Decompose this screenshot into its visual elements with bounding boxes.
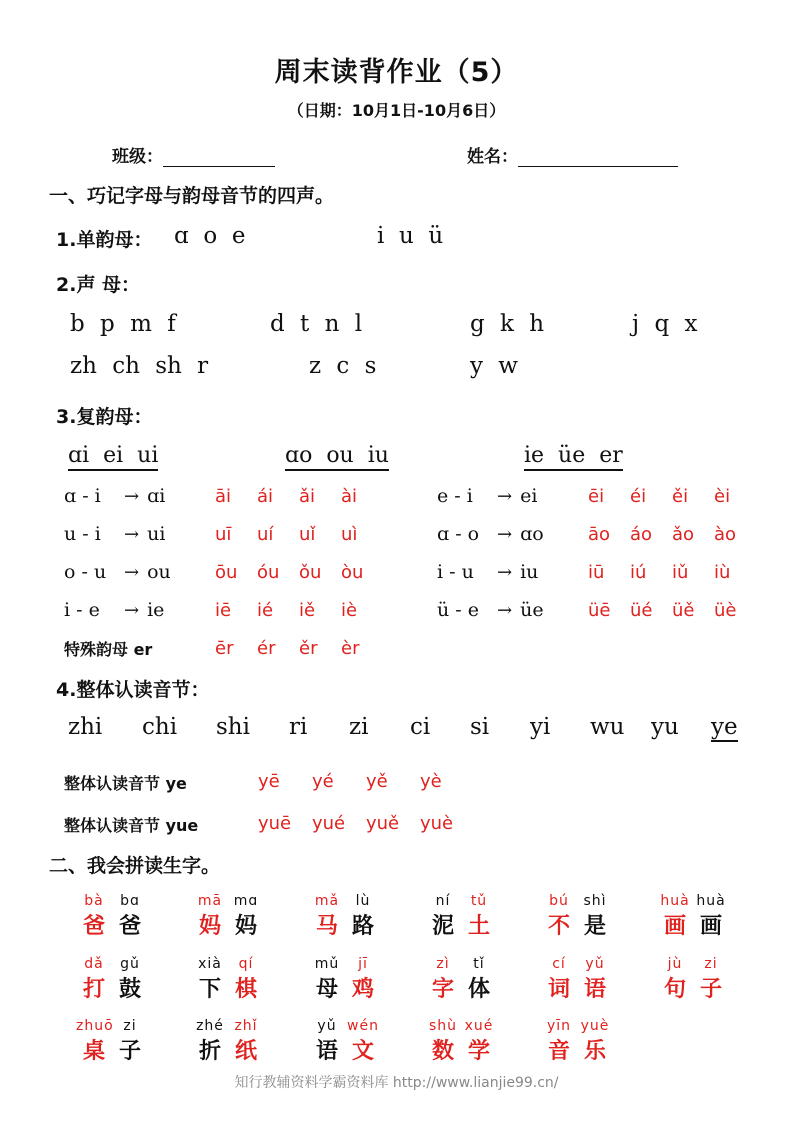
hanzi: 乐	[583, 1039, 606, 1064]
word-cell	[425, 956, 515, 1003]
initials-row2-g3: y w	[470, 353, 518, 379]
yue-tone-4: yuè	[420, 813, 454, 834]
final-tones-row	[215, 523, 383, 545]
tone-mark: ěi	[672, 486, 689, 507]
pinyin: qí	[238, 956, 254, 972]
pinyin-line	[541, 1018, 631, 1034]
hanzi-line	[192, 972, 282, 1003]
hanzi-line	[309, 972, 399, 1003]
yue-tone-3: yuě	[366, 813, 400, 834]
pinyin: tǔ	[470, 893, 488, 909]
single-finals-group1: ɑ o e	[174, 223, 246, 249]
initials-row1-g1: b p m f	[70, 311, 176, 337]
tone-mark: éi	[630, 486, 647, 507]
hanzi: 路	[351, 914, 374, 939]
tone-mark: āi	[215, 486, 232, 507]
hanzi: 土	[467, 914, 490, 939]
compound-finals-label: 3.复韵母：	[56, 406, 153, 428]
hanzi: 马	[315, 914, 338, 939]
hanzi: 打	[82, 977, 105, 1002]
word-cell	[309, 1018, 399, 1065]
syllable-ci: ci	[410, 714, 431, 740]
hanzi: 语	[315, 1039, 338, 1064]
final-tones-row	[215, 561, 383, 583]
hanzi-line	[541, 972, 631, 1003]
pinyin: bɑ	[120, 893, 140, 909]
er-tone-4: èr	[341, 638, 360, 659]
compound-group-1: ɑi ei ui	[68, 443, 158, 471]
arrow-icon: →	[497, 600, 513, 621]
hanzi: 音	[547, 1039, 570, 1064]
pinyin: mǔ	[314, 956, 340, 972]
syllable-yu: yu	[651, 714, 679, 740]
pinyin-line	[76, 956, 166, 972]
special-final-row	[64, 637, 152, 660]
tone-mark: iē	[215, 600, 232, 621]
hanzi: 下	[198, 977, 221, 1002]
final-tones-row	[588, 485, 756, 507]
section2-heading: 二、我会拼读生字。	[49, 855, 221, 877]
tone-mark: ào	[714, 524, 737, 545]
pinyin: tǐ	[473, 956, 485, 972]
ye-row-label: 整体认读音节 ye	[64, 774, 187, 793]
footer-watermark: 知行教辅资料学霸资料库 http://www.lianjie99.cn/	[234, 1075, 559, 1091]
initials-row1-g4: j q x	[632, 311, 698, 337]
tone-mark: üè	[714, 600, 737, 621]
final-formula-row	[64, 485, 165, 507]
pinyin: jù	[667, 956, 683, 972]
hanzi: 鸡	[351, 977, 374, 1002]
word-cell	[541, 956, 631, 1003]
arrow-icon: →	[497, 486, 513, 507]
pinyin-line	[425, 1018, 515, 1034]
pinyin: lù	[355, 893, 371, 909]
arrow-icon: →	[124, 562, 140, 583]
final-formula: ɑ - o	[437, 523, 480, 545]
yue-tone-2: yué	[312, 813, 346, 834]
pinyin: huà	[660, 893, 690, 909]
word-cell	[657, 893, 747, 940]
name-field	[467, 142, 678, 167]
pinyin-line	[192, 956, 282, 972]
name-label: 姓名：	[467, 147, 518, 167]
pinyin: yuè	[580, 1018, 610, 1034]
tone-mark: uǐ	[299, 524, 316, 545]
pinyin: yǔ	[585, 956, 605, 972]
final-formula: u - i	[64, 523, 101, 545]
final-tones-row	[215, 599, 383, 621]
pinyin-line	[192, 1018, 282, 1034]
ye-tone-2: yé	[312, 771, 334, 792]
hanzi-line	[425, 1034, 515, 1065]
syllable-zi: zi	[349, 714, 369, 740]
syllable-chi: chi	[142, 714, 178, 740]
tone-mark: áo	[630, 524, 653, 545]
final-result: ɑi	[147, 485, 166, 507]
hanzi: 桌	[82, 1039, 105, 1064]
class-field	[112, 142, 275, 167]
tone-mark: iě	[299, 600, 316, 621]
arrow-icon: →	[497, 562, 513, 583]
hanzi-line	[541, 1034, 631, 1065]
hanzi: 词	[547, 977, 570, 1002]
pinyin: xué	[464, 1018, 494, 1034]
syllable-ye: ye	[711, 714, 738, 740]
hanzi-line	[425, 909, 515, 940]
syllable-ri: ri	[289, 714, 308, 740]
pinyin-line	[76, 893, 166, 909]
hanzi: 句	[663, 977, 686, 1002]
tone-mark: ié	[257, 600, 274, 621]
special-final-tones	[215, 637, 383, 659]
final-tones-row	[588, 561, 756, 583]
pinyin: zi	[123, 1018, 137, 1034]
hanzi: 爸	[82, 914, 105, 939]
hanzi: 妈	[234, 914, 257, 939]
arrow-icon: →	[124, 600, 140, 621]
hanzi: 学	[467, 1039, 490, 1064]
final-formula-row	[437, 485, 537, 507]
hanzi: 子	[699, 977, 722, 1002]
hanzi: 子	[118, 1039, 141, 1064]
hanzi: 妈	[198, 914, 221, 939]
pinyin: wén	[347, 1018, 379, 1034]
pinyin: huà	[696, 893, 726, 909]
final-formula: i - e	[64, 599, 100, 621]
final-formula-row	[437, 561, 538, 583]
final-tones-row	[215, 485, 383, 507]
pinyin: shù	[428, 1018, 458, 1034]
word-cell	[76, 893, 166, 940]
hanzi-line	[309, 909, 399, 940]
tone-mark: üē	[588, 600, 611, 621]
hanzi: 不	[547, 914, 570, 939]
final-result: üe	[520, 599, 544, 621]
ye-tone-4: yè	[420, 771, 442, 792]
hanzi-line	[192, 909, 282, 940]
hanzi-line	[76, 1034, 166, 1065]
hanzi: 纸	[234, 1039, 257, 1064]
tone-mark: uì	[341, 524, 358, 545]
hanzi: 画	[663, 914, 686, 939]
pinyin: mā	[197, 893, 223, 909]
final-formula: i - u	[437, 561, 474, 583]
yue-row-label: 整体认读音节 yue	[64, 816, 199, 835]
word-cell	[541, 1018, 631, 1065]
pinyin: bú	[549, 893, 569, 909]
syllable-zhi: zhi	[68, 714, 103, 740]
initials-row2-g1: zh ch sh r	[70, 353, 209, 379]
hanzi: 语	[583, 977, 606, 1002]
word-cell	[657, 956, 747, 1003]
hanzi: 棋	[234, 977, 257, 1002]
word-cell	[425, 1018, 515, 1065]
pinyin: jī	[358, 956, 368, 972]
final-formula: e - i	[437, 485, 473, 507]
pinyin-line	[541, 956, 631, 972]
pinyin: shì	[583, 893, 607, 909]
word-cell	[192, 893, 282, 940]
name-blank[interactable]	[518, 148, 678, 167]
ye-tone-1: yē	[258, 771, 280, 792]
tone-mark: uī	[215, 524, 232, 545]
hanzi-line	[309, 1034, 399, 1065]
pinyin: zhǐ	[234, 1018, 258, 1034]
hanzi-line	[76, 909, 166, 940]
date-range: （日期：10月1日-10月6日）	[287, 101, 506, 120]
final-result: ie	[147, 599, 165, 621]
yue-row-tones	[258, 812, 474, 834]
final-formula-row	[437, 599, 544, 621]
tone-mark: ài	[341, 486, 358, 507]
tone-mark: òu	[341, 562, 364, 583]
final-formula: ɑ - i	[64, 485, 101, 507]
word-cell	[541, 893, 631, 940]
initials-label: 2.声 母：	[56, 274, 141, 296]
tone-mark: iè	[341, 600, 358, 621]
pinyin: zhé	[196, 1018, 224, 1034]
final-formula: ü - e	[437, 599, 479, 621]
pinyin-line	[657, 956, 747, 972]
word-cell	[425, 893, 515, 940]
tone-mark: ōu	[215, 562, 238, 583]
arrow-icon: →	[497, 524, 513, 545]
final-tones-row	[588, 523, 756, 545]
single-finals-label: 1.单韵母：	[56, 229, 153, 251]
hanzi-line	[657, 909, 747, 940]
hanzi: 数	[431, 1039, 454, 1064]
tone-mark: üě	[672, 600, 695, 621]
pinyin-line	[309, 956, 399, 972]
pinyin-line	[541, 893, 631, 909]
tone-mark: āo	[588, 524, 611, 545]
final-formula: o - u	[64, 561, 107, 583]
pinyin: yǔ	[317, 1018, 337, 1034]
tone-mark: iù	[714, 562, 731, 583]
er-tone-1: ēr	[215, 638, 234, 659]
hanzi: 鼓	[118, 977, 141, 1002]
yue-tone-1: yuē	[258, 813, 292, 834]
pinyin: cí	[552, 956, 566, 972]
final-formula-row	[437, 523, 544, 545]
pinyin: zì	[436, 956, 450, 972]
hanzi: 泥	[431, 914, 454, 939]
tone-mark: óu	[257, 562, 280, 583]
hanzi: 折	[198, 1039, 221, 1064]
tone-mark: iú	[630, 562, 647, 583]
syllable-si: si	[470, 714, 490, 740]
final-result: ei	[520, 485, 538, 507]
hanzi: 字	[431, 977, 454, 1002]
word-cell	[309, 956, 399, 1003]
tone-mark: uí	[257, 524, 274, 545]
tone-mark: ēi	[588, 486, 605, 507]
final-formula-row	[64, 561, 171, 583]
word-cell	[76, 1018, 166, 1065]
hanzi: 是	[583, 914, 606, 939]
word-cell	[76, 956, 166, 1003]
final-formula-row	[64, 523, 165, 545]
tone-mark: ǎo	[672, 524, 695, 545]
pinyin-line	[425, 956, 515, 972]
final-result: ui	[147, 523, 166, 545]
hanzi: 文	[351, 1039, 374, 1064]
er-tone-3: ěr	[299, 638, 318, 659]
word-cell	[192, 956, 282, 1003]
page-title: 周末读背作业（5）	[274, 57, 519, 88]
class-label: 班级：	[112, 147, 163, 167]
er-tone-2: ér	[257, 638, 276, 659]
tone-mark: iǔ	[672, 562, 689, 583]
syllable-wu: wu	[590, 714, 625, 740]
syllable-shi: shi	[216, 714, 250, 740]
word-cell	[192, 1018, 282, 1065]
hanzi-line	[425, 972, 515, 1003]
final-result: ɑo	[520, 523, 544, 545]
single-finals-group2: i u ü	[377, 223, 444, 249]
hanzi: 爸	[118, 914, 141, 939]
pinyin: bà	[84, 893, 104, 909]
final-tones-row	[588, 599, 756, 621]
ye-tone-3: yě	[366, 771, 388, 792]
arrow-icon: →	[124, 486, 140, 507]
pinyin: mɑ	[233, 893, 259, 909]
whole-syllables-label: 4.整体认读音节：	[56, 679, 210, 701]
hanzi-line	[541, 909, 631, 940]
special-final-label: 特殊韵母 er	[64, 640, 153, 659]
arrow-icon: →	[124, 524, 140, 545]
hanzi: 母	[315, 977, 338, 1002]
pinyin: ní	[435, 893, 451, 909]
pinyin-line	[309, 893, 399, 909]
initials-row1-g3: g k h	[470, 311, 545, 337]
ye-row-tones	[258, 770, 474, 792]
pinyin: mǎ	[314, 893, 340, 909]
pinyin: yīn	[546, 1018, 572, 1034]
section1-heading: 一、巧记字母与韵母音节的四声。	[49, 185, 335, 207]
pinyin: gǔ	[120, 956, 140, 972]
class-blank[interactable]	[163, 148, 275, 167]
compound-group-2: ɑo ou iu	[285, 443, 389, 471]
pinyin-line	[309, 1018, 399, 1034]
pinyin-line	[192, 893, 282, 909]
final-result: iu	[520, 561, 539, 583]
pinyin: xià	[198, 956, 222, 972]
final-result: ou	[147, 561, 171, 583]
pinyin-line	[425, 893, 515, 909]
hanzi: 画	[699, 914, 722, 939]
hanzi: 体	[467, 977, 490, 1002]
pinyin-line	[657, 893, 747, 909]
tone-mark: üé	[630, 600, 653, 621]
word-cell	[309, 893, 399, 940]
tone-mark: ǒu	[299, 562, 322, 583]
pinyin-line	[76, 1018, 166, 1034]
pinyin: zhuō	[76, 1018, 114, 1034]
initials-row1-g2: d t n l	[270, 311, 363, 337]
syllable-yi: yi	[530, 714, 551, 740]
tone-mark: ái	[257, 486, 274, 507]
pinyin: zi	[704, 956, 718, 972]
pinyin: dǎ	[84, 956, 104, 972]
hanzi-line	[657, 972, 747, 1003]
hanzi-line	[192, 1034, 282, 1065]
tone-mark: iū	[588, 562, 605, 583]
hanzi-line	[76, 972, 166, 1003]
tone-mark: èi	[714, 486, 731, 507]
compound-group-3: ie üe er	[524, 443, 623, 471]
final-formula-row	[64, 599, 164, 621]
tone-mark: ǎi	[299, 486, 316, 507]
initials-row2-g2: z c s	[309, 353, 377, 379]
